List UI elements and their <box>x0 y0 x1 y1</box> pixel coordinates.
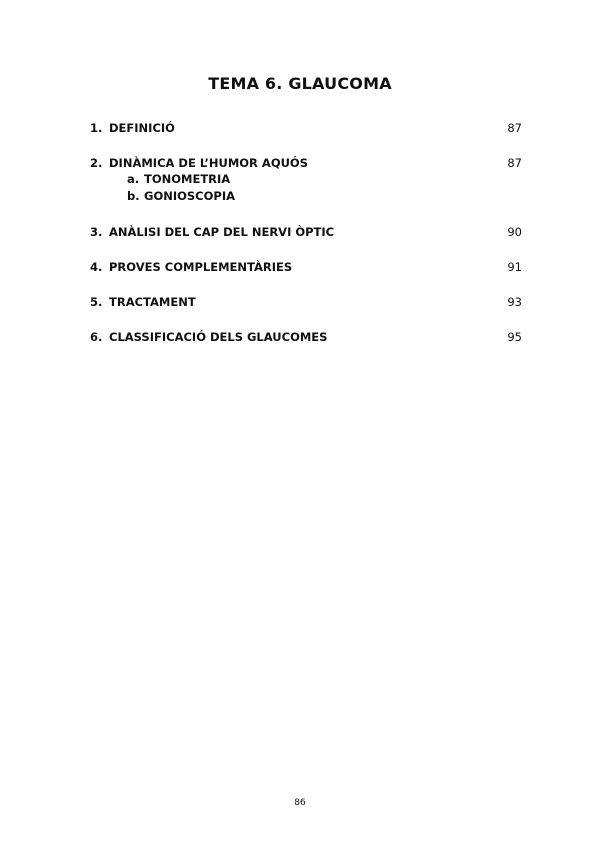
toc-subitem-a <box>90 171 522 188</box>
page-title: TEMA 6. GLAUCOMA <box>208 74 392 93</box>
toc-number: 5. <box>90 295 103 309</box>
toc-page: 91 <box>507 260 522 274</box>
toc-number: 4. <box>90 260 103 274</box>
toc-entry-3 <box>90 224 522 240</box>
toc-entry-2 <box>90 155 522 205</box>
toc-page: 87 <box>507 156 522 170</box>
toc-label: DEFINICIÓ <box>109 121 175 135</box>
toc-page: 93 <box>507 295 522 309</box>
toc-entry-5 <box>90 294 522 310</box>
toc-label: PROVES COMPLEMENTÀRIES <box>109 260 293 274</box>
toc-number: 6. <box>90 330 103 344</box>
toc-label: CLASSIFICACIÓ DELS GLAUCOMES <box>109 330 328 344</box>
toc-entry-1 <box>90 120 522 136</box>
toc-label: ANÀLISI DEL CAP DEL NERVI ÒPTIC <box>109 225 335 239</box>
toc-subitem-letter: b. <box>127 189 140 203</box>
toc-entry-6 <box>90 329 522 345</box>
table-of-contents <box>90 120 522 364</box>
toc-number: 2. <box>90 156 103 170</box>
toc-entry-4 <box>90 259 522 275</box>
toc-subitem-b <box>90 188 522 205</box>
toc-subitem-label: GONIOSCOPIA <box>144 189 236 203</box>
toc-page: 90 <box>507 225 522 239</box>
page-number: 86 <box>294 798 306 808</box>
toc-page: 95 <box>507 330 522 344</box>
toc-label: TRACTAMENT <box>109 295 196 309</box>
toc-subitem-letter: a. <box>127 172 140 186</box>
toc-number: 1. <box>90 121 103 135</box>
toc-number: 3. <box>90 225 103 239</box>
toc-page: 87 <box>507 121 522 135</box>
toc-label: DINÀMICA DE L’HUMOR AQUÓS <box>109 156 308 170</box>
toc-subitem-label: TONOMETRIA <box>144 172 231 186</box>
